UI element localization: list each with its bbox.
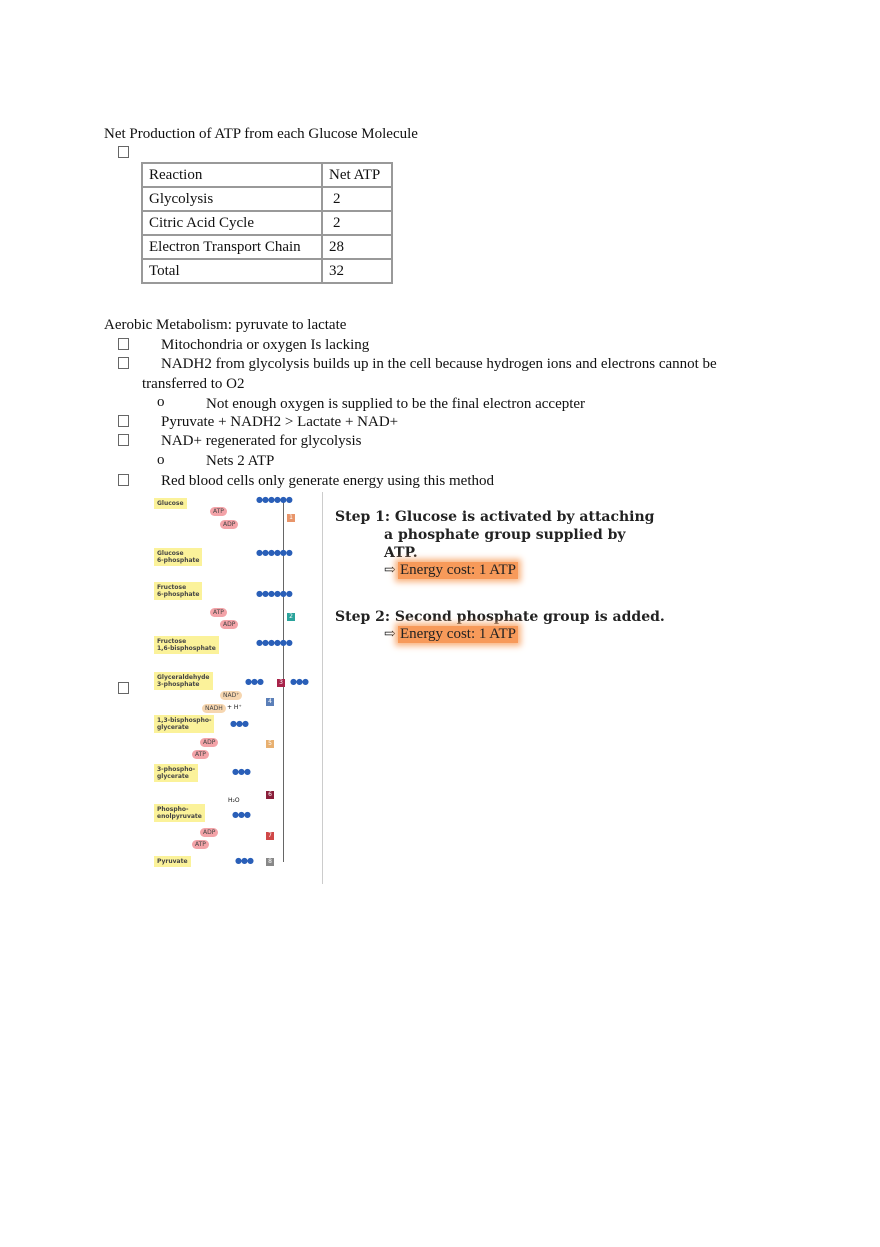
step-5-badge: 5 — [266, 740, 274, 748]
bullet-text: Pyruvate + NADH2 > Lactate + NAD+ — [161, 414, 399, 430]
bullet-box — [118, 474, 129, 491]
step-2-badge: 2 — [287, 613, 295, 621]
pep-beads: ●●● — [232, 810, 250, 819]
sub-bullet-marker: o — [157, 394, 165, 410]
table-cell: 28 — [322, 235, 392, 259]
sub-bullet-text: Nets 2 ATP — [206, 453, 275, 469]
label-pyruvate: Pyruvate — [154, 856, 191, 867]
step1-description — [335, 508, 654, 527]
atp-table — [141, 162, 393, 284]
step1-cost-arrow: ⇨ — [384, 563, 396, 578]
page-heading: Net Production of ATP from each Glucose Molecule — [104, 126, 418, 142]
step-7-badge: 7 — [266, 832, 274, 840]
step2-description — [335, 608, 665, 627]
step1-text: : Glucose is activated by attaching — [384, 509, 655, 525]
step2-energy-cost: Energy cost: 1 ATP — [400, 626, 516, 642]
table-cell: 2 — [322, 211, 392, 235]
table-cell: Glycolysis — [142, 187, 322, 211]
step2-cost-arrow: ⇨ — [384, 627, 396, 642]
g3p-beads: ●●● — [245, 677, 263, 686]
bullet-text-continued: transferred to O2 — [142, 376, 245, 392]
bullet-text: NADH2 from glycolysis builds up in the cell because hydrogen ions and electrons cannot be — [161, 356, 717, 372]
h-ion: + H⁺ — [227, 704, 242, 711]
dhap-beads: ●●● — [290, 677, 308, 686]
table-row — [142, 211, 392, 235]
bullet-text: Mitochondria or oxygen Is lacking — [161, 337, 370, 353]
atp-molecule: ATP — [210, 507, 227, 516]
atp-molecule: ATP — [210, 608, 227, 617]
glucose-beads: ●●●●●● — [256, 495, 292, 504]
label-bpg: 1,3-bisphospho- glycerate — [154, 715, 214, 733]
label-pep: Phospho- enolpyruvate — [154, 804, 205, 822]
f16bp-beads: ●●●●●● — [256, 638, 292, 647]
label-glucose: Glucose — [154, 498, 187, 509]
nad-molecule: NAD⁺ — [220, 691, 242, 700]
step2-text: : Second phosphate group is added. — [384, 609, 665, 625]
adp-molecule: ADP — [200, 828, 218, 837]
label-f6p: Fructose 6-phosphate — [154, 582, 202, 600]
table-row — [142, 235, 392, 259]
table-cell: Electron Transport Chain — [142, 235, 322, 259]
label-g6p: Glucose 6-phosphate — [154, 548, 202, 566]
table-header: Net ATP — [322, 163, 392, 187]
section-title: Aerobic Metabolism: pyruvate to lactate — [104, 317, 347, 333]
step1-text-line2: a phosphate group supplied by — [384, 527, 626, 543]
pyruvate-beads: ●●● — [235, 856, 253, 865]
step-3-badge: 3 — [277, 679, 285, 687]
pg3-beads: ●●● — [232, 767, 250, 776]
table-row — [142, 259, 392, 283]
adp-molecule: ADP — [220, 520, 238, 529]
step-4-badge: 4 — [266, 698, 274, 706]
step-8-badge: 8 — [266, 858, 274, 866]
adp-molecule: ADP — [220, 620, 238, 629]
glycolysis-diagram — [150, 492, 323, 884]
nadh-molecule: NADH — [202, 704, 226, 713]
divider — [322, 492, 323, 884]
table-cell: Citric Acid Cycle — [142, 211, 322, 235]
step1-label: Step 1 — [335, 509, 385, 525]
water-molecule: H₂O — [228, 797, 240, 804]
g6p-beads: ●●●●●● — [256, 548, 292, 557]
atp-molecule: ATP — [192, 840, 209, 849]
atp-molecule: ATP — [192, 750, 209, 759]
sub-bullet-text: Not enough oxygen is supplied to be the final electron accepter — [206, 396, 586, 412]
bullet-box — [118, 357, 129, 374]
label-f16bp: Fructose 1,6-bisphosphate — [154, 636, 219, 654]
bullet-box — [118, 146, 129, 163]
step2-label: Step 2 — [335, 609, 385, 625]
bullet-box — [118, 434, 129, 451]
bullet-text: NAD+ regenerated for glycolysis — [161, 433, 362, 449]
table-row — [142, 187, 392, 211]
bullet-text: Red blood cells only generate energy using this method — [161, 473, 494, 489]
bullet-box — [118, 415, 129, 432]
step-6-badge: 6 — [266, 791, 274, 799]
table-cell: 32 — [322, 259, 392, 283]
f6p-beads: ●●●●●● — [256, 589, 292, 598]
bullet-box — [118, 682, 129, 699]
table-header-row — [142, 163, 392, 187]
label-g3p: Glyceraldehyde 3-phosphate — [154, 672, 213, 690]
table-header: Reaction — [142, 163, 322, 187]
table-cell: Total — [142, 259, 322, 283]
bpg-beads: ●●● — [230, 719, 248, 728]
sub-bullet-marker: o — [157, 452, 165, 468]
bullet-box — [118, 338, 129, 355]
label-3pg: 3-phospho- glycerate — [154, 764, 198, 782]
adp-molecule: ADP — [200, 738, 218, 747]
step-1-badge: 1 — [287, 514, 295, 522]
table-cell: 2 — [322, 187, 392, 211]
step1-text-line3: ATP. — [384, 545, 418, 561]
step1-energy-cost: Energy cost: 1 ATP — [400, 562, 516, 578]
